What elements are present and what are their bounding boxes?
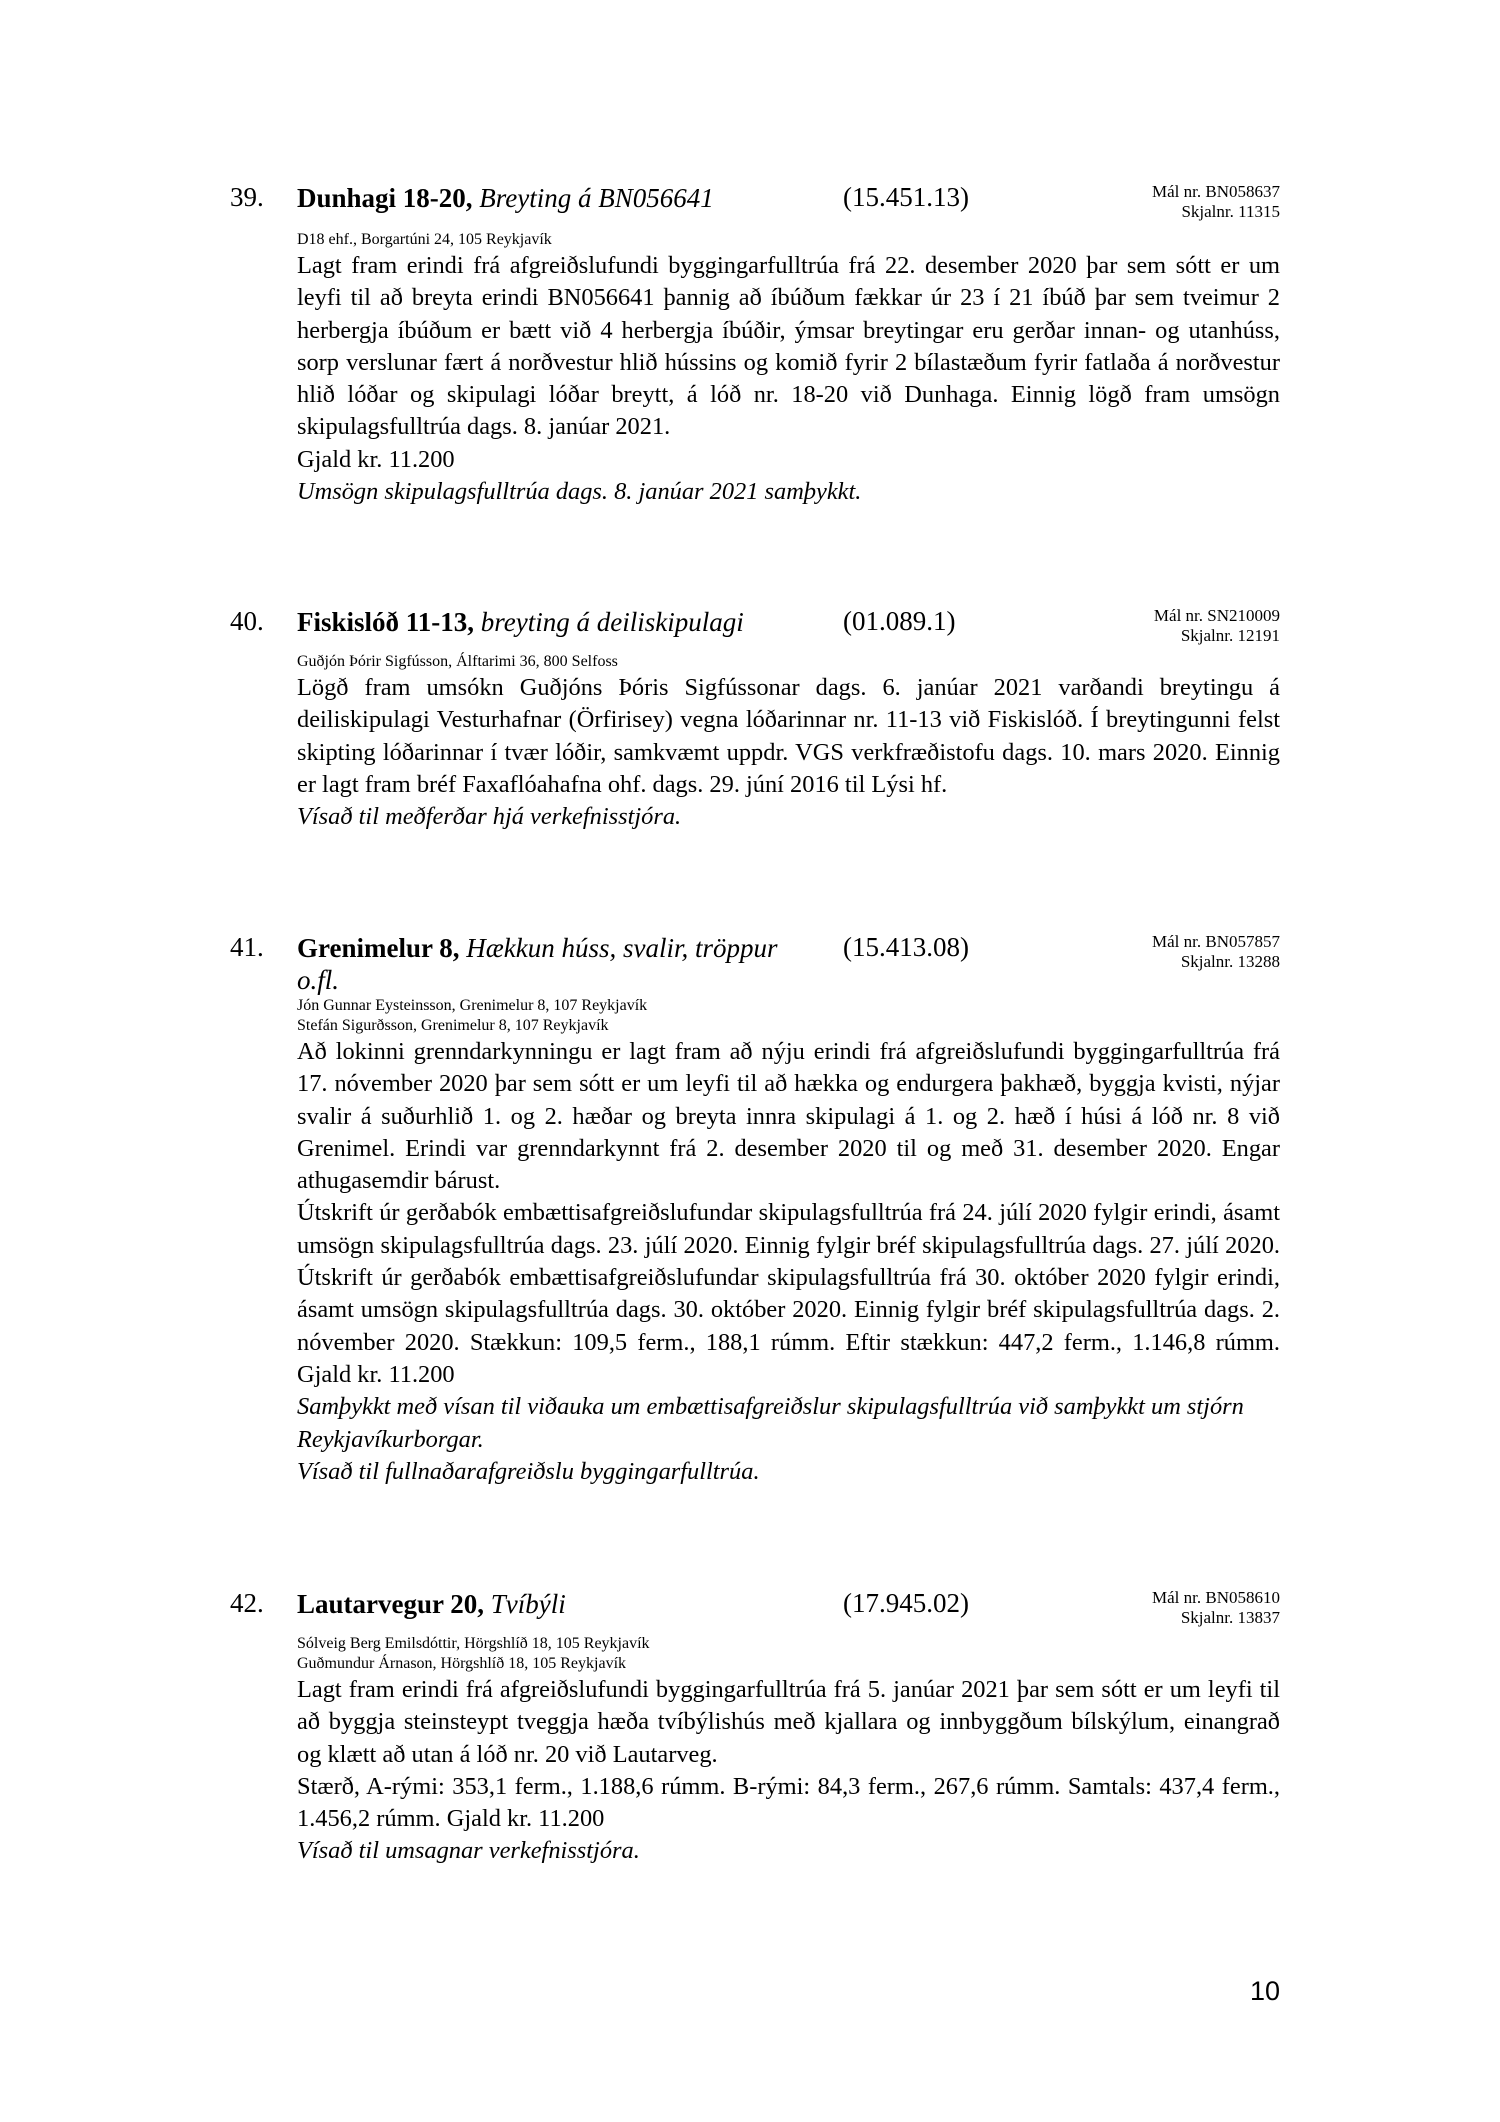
item-decision: Vísað til umsagnar verkefnisstjóra. bbox=[297, 1837, 640, 1865]
mal-number: Mál nr. BN057857 bbox=[1152, 932, 1280, 951]
item-subtitle: Hækkun húss, svalir, tröppur o.fl. bbox=[297, 933, 778, 995]
item-code: (01.089.1) bbox=[843, 606, 956, 636]
item-paragraph: Að lokinni grenndarkynningu er lagt fram að nýju erindi frá afgreiðslufundi byggingarfulltrúa frá 17. nóvember 2020 þar sem sótt er um leyfi til að hækka og endurgera þakhæð, byggja kvisti, nýjar svalir á suðurhlið 1. og 2. hæðar og breyta innra skipulagi á 1. og 2. hæð í húsi á lóð nr. 8 við Grenimel. Erindi var grenndarkynnt frá 2. desember 2020 til og með 31. desember 2020. Engar athugasemdir bárust. bbox=[297, 1038, 1280, 1195]
item-decision: Umsögn skipulagsfulltrúa dags. 8. janúar 2021 samþykkt. bbox=[297, 478, 862, 506]
applicant: Guðjón Þórir Sigfússon, Álftarimi 36, 800 Selfoss bbox=[297, 653, 618, 670]
item-heading bbox=[297, 932, 807, 996]
item-code: (17.945.02) bbox=[843, 1588, 969, 1618]
skjal-number: Skjalnr. 12191 bbox=[1180, 626, 1280, 645]
item-body bbox=[297, 652, 1280, 833]
applicant: D18 ehf., Borgartúni 24, 105 Reykjavík bbox=[297, 231, 552, 248]
skjal-number: Skjalnr. 13837 bbox=[1180, 1608, 1280, 1627]
item-subtitle: breyting á deiliskipulagi bbox=[480, 607, 744, 637]
item-meta bbox=[1154, 606, 1280, 646]
applicant: Guðmundur Árnason, Hörgshlíð 18, 105 Reykjavík bbox=[297, 1655, 627, 1672]
item-decision: Samþykkt með vísan til viðauka um embættisafgreiðslur skipulagsfulltrúa við samþykkt um stjórn Reykjavíkurborgar. bbox=[297, 1393, 1244, 1453]
item-paragraph: Útskrift úr gerðabók embættisafgreiðslufundar skipulagsfulltrúa frá 24. júlí 2020 fylgir erindi, ásamt umsögn skipulagsfulltrúa dags. 23. júlí 2020. Einnig fylgir bréf skipulagsfulltrúa dags. 27. júlí 2020. Útskrift úr gerðabók embættisafgreiðslufundar skipulagsfulltrúa frá 30. október 2020 fylgir erindi, ásamt umsögn skipulagsfulltrúa dags. 30. október 2020. Einnig fylgir bréf skipulagsfulltrúa dags. 2. nóvember 2020. Stækkun: 109,5 ferm., 188,1 rúmm. Eftir stækkun: 447,2 ferm., 1.146,8 rúmm. Gjald kr. 11.200 bbox=[297, 1199, 1280, 1388]
item-body bbox=[297, 996, 1280, 1488]
skjal-number: Skjalnr. 13288 bbox=[1180, 952, 1280, 971]
item-number: 41. bbox=[230, 932, 264, 962]
item-decision: Vísað til meðferðar hjá verkefnisstjóra. bbox=[297, 803, 682, 831]
item-paragraph: Lögð fram umsókn Guðjóns Þóris Sigfússonar dags. 6. janúar 2021 varðandi breytingu á deiliskipulagi Vesturhafnar (Örfirisey) vegna lóðarinnar nr. 11-13 við Fiskislóð. Í breytingunni felst skipting lóðarinnar í tvær lóðir, samkvæmt uppdr. VGS verkfræðistofu dags. 10. mars 2020. Einnig er lagt fram bréf Faxaflóahafna ohf. dags. 29. júní 2016 til Lýsi hf. bbox=[297, 674, 1280, 798]
applicant: Stefán Sigurðsson, Grenimelur 8, 107 Reykjavík bbox=[297, 1017, 609, 1034]
item-paragraph: Lagt fram erindi frá afgreiðslufundi byggingarfulltrúa frá 22. desember 2020 þar sem sótt er um leyfi til að breyta erindi BN056641 þannig að íbúðum fækkar úr 23 í 21 íbúð þar sem tveimur 2 herbergja íbúðum er bætt við 4 herbergja íbúðir, ýmsar breytingar eru gerðar innan- og utanhúss, sorp verslunar fært á norðvestur hlið hússins og komið fyrir 2 bílastæðum fyrir fatlaða á norðvestur hlið lóðar og skipulagi lóðar breytt, á lóð nr. 18-20 við Dunhaga. Einnig lögð fram umsögn skipulagsfulltrúa dags. 8. janúar 2021. bbox=[297, 252, 1280, 441]
applicant: Sólveig Berg Emilsdóttir, Hörgshlíð 18, 105 Reykjavík bbox=[297, 1635, 650, 1652]
applicant: Jón Gunnar Eysteinsson, Grenimelur 8, 107 Reykjavík bbox=[297, 997, 648, 1014]
item-paragraph: Gjald kr. 11.200 bbox=[297, 445, 455, 473]
item-code: (15.451.13) bbox=[843, 182, 969, 212]
item-title: Fiskislóð 11-13, bbox=[297, 607, 475, 637]
item-heading bbox=[297, 606, 807, 638]
item-paragraph: Stærð, A-rými: 353,1 ferm., 1.188,6 rúmm. B-rými: 84,3 ferm., 267,6 rúmm. Samtals: 437,4 ferm., 1.456,2 rúmm. Gjald kr. 11.200 bbox=[297, 1772, 1280, 1833]
item-paragraph: Lagt fram erindi frá afgreiðslufundi byggingarfulltrúa frá 5. janúar 2021 þar sem sótt er um leyfi til að byggja steinsteypt tveggja hæða tvíbýlishús með kjallara og innbyggðum bílskýlum, einangrað og klætt að utan á lóð nr. 20 við Lautarveg. bbox=[297, 1676, 1280, 1768]
page-number: 10 bbox=[1249, 1976, 1280, 2006]
item-number: 39. bbox=[230, 182, 264, 212]
skjal-number: Skjalnr. 11315 bbox=[1181, 202, 1280, 221]
item-number: 40. bbox=[230, 606, 264, 636]
item-subtitle: Breyting á BN056641 bbox=[479, 183, 714, 213]
item-subtitle: Tvíbýli bbox=[490, 1589, 566, 1619]
item-heading bbox=[297, 1588, 807, 1620]
mal-number: Mál nr. BN058610 bbox=[1152, 1588, 1280, 1607]
item-body bbox=[297, 1634, 1280, 1868]
item-meta bbox=[1152, 932, 1280, 972]
item-body bbox=[297, 230, 1280, 508]
item-meta bbox=[1152, 1588, 1280, 1628]
item-code: (15.413.08) bbox=[843, 932, 969, 962]
item-meta bbox=[1152, 182, 1280, 222]
item-title: Lautarvegur 20, bbox=[297, 1589, 484, 1619]
item-number: 42. bbox=[230, 1588, 264, 1618]
item-heading bbox=[297, 182, 807, 214]
mal-number: Mál nr. SN210009 bbox=[1153, 606, 1280, 625]
mal-number: Mál nr. BN058637 bbox=[1152, 182, 1280, 201]
item-title: Grenimelur 8, bbox=[297, 933, 460, 963]
item-title: Dunhagi 18-20, bbox=[297, 183, 473, 213]
item-decision: Vísað til fullnaðarafgreiðslu byggingarfulltrúa. bbox=[297, 1457, 760, 1485]
